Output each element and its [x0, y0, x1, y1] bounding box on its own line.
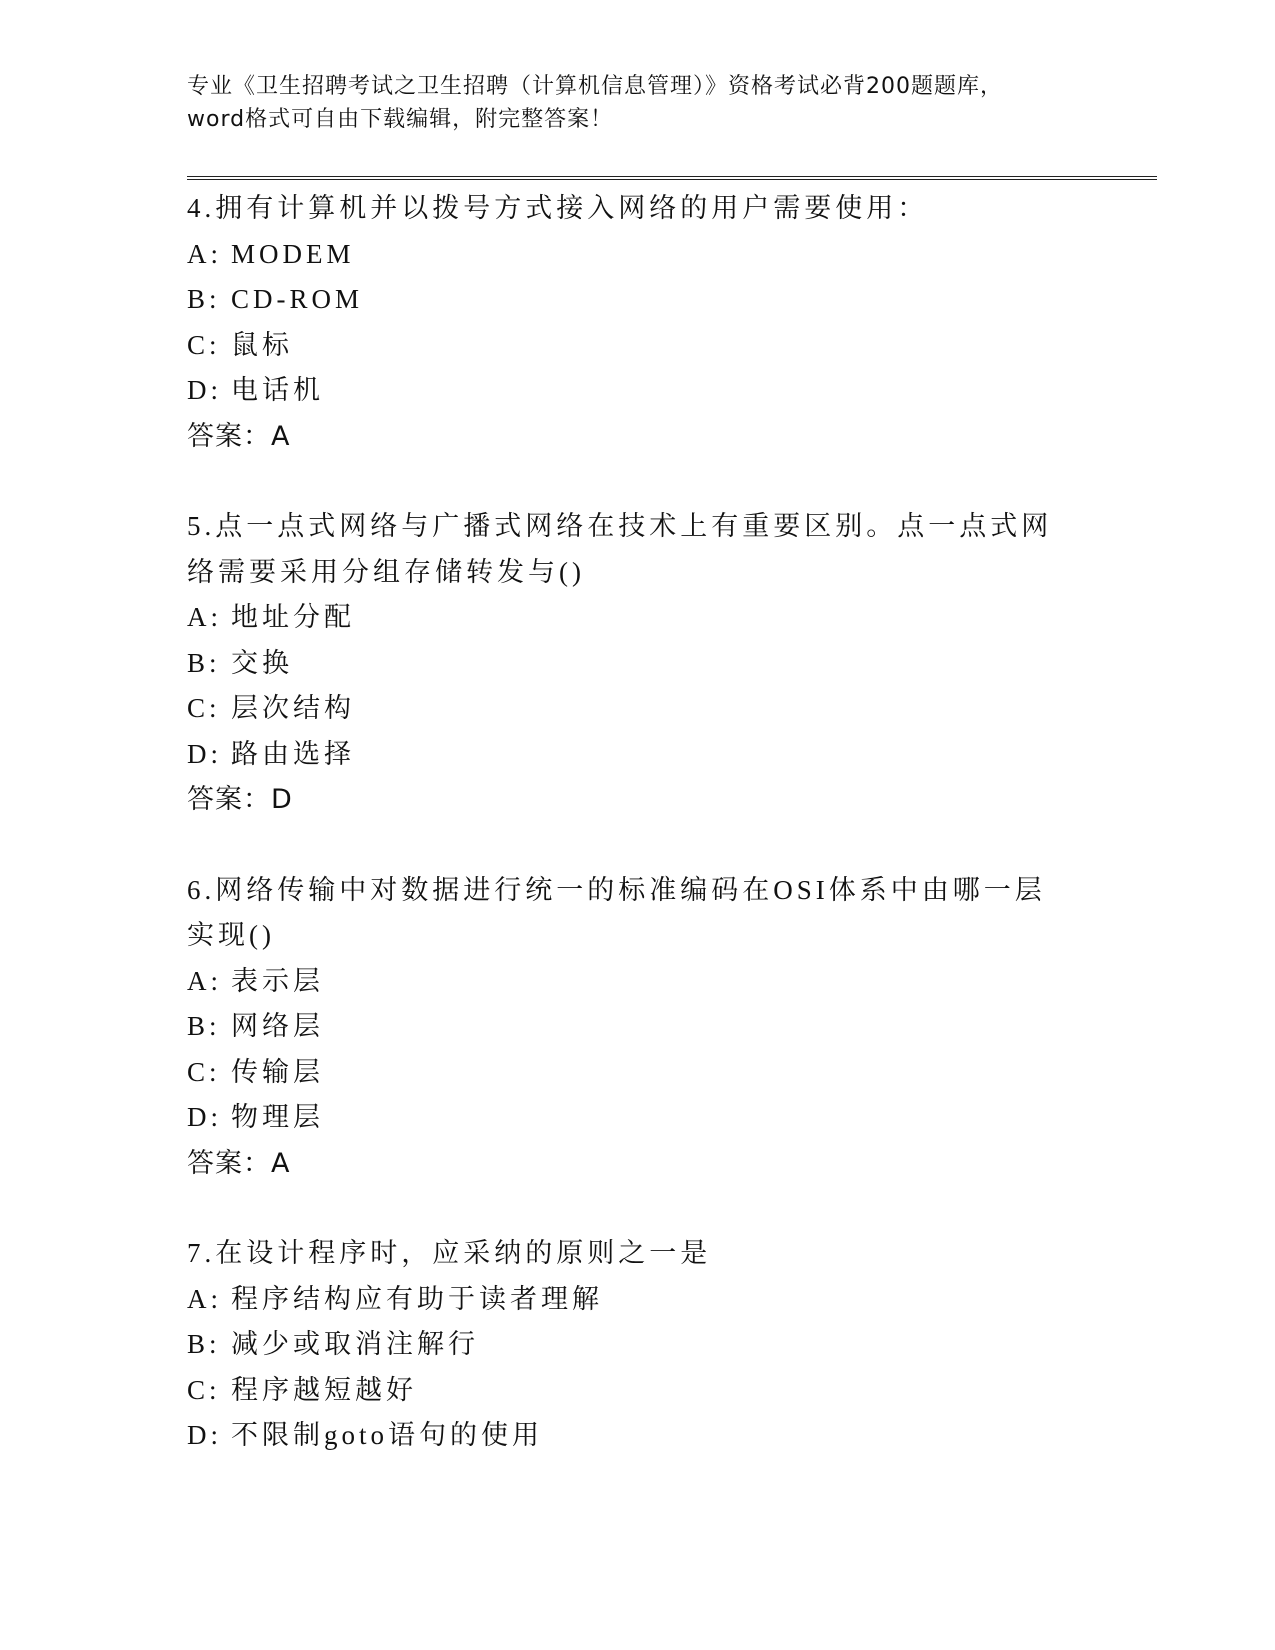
option-text: 电话机 — [231, 375, 324, 405]
option-b — [187, 1322, 1067, 1368]
question-text: 7.在设计程序时，应采纳的原则之一是 — [187, 1238, 712, 1268]
option-text: 传输层 — [231, 1056, 324, 1087]
option-text: 表示层 — [231, 965, 324, 996]
option-a — [187, 1277, 1067, 1323]
option-b — [187, 641, 1067, 687]
option-text: 交换 — [231, 647, 293, 678]
header-title-line-2: word格式可自由下载编辑，附完整答案！ — [187, 107, 614, 132]
option-d — [187, 1095, 1067, 1141]
question-text: 4.拥有计算机并以拨号方式接入网络的用户需要使用： — [187, 193, 929, 223]
question-5 — [187, 504, 1157, 823]
question-text: 6.网络传输中对数据进行统一的标准编码在OSI体系中由哪一层实现() — [187, 874, 1046, 950]
option-letter: D: — [187, 738, 222, 769]
option-b — [187, 1004, 1067, 1050]
option-letter: B: — [187, 647, 221, 678]
answer-line: 答案：D — [187, 784, 293, 815]
option-d — [187, 732, 1067, 778]
option-letter: C: — [187, 1056, 221, 1087]
option-a — [187, 595, 1067, 641]
option-letter: C: — [187, 329, 221, 360]
answer-line: 答案：A — [187, 1147, 291, 1179]
option-letter: C: — [187, 1374, 221, 1405]
option-text: 程序越短越好 — [231, 1374, 417, 1405]
option-d — [187, 1413, 1067, 1459]
option-letter: B: — [187, 284, 221, 314]
question-text: 5.点一点式网络与广播式网络在技术上有重要区别。点一点式网络需要采用分组存储转发与() — [187, 511, 1053, 587]
option-letter: B: — [187, 1011, 221, 1041]
option-text: 不限制goto语句的使用 — [231, 1420, 544, 1450]
option-text: 物理层 — [231, 1102, 324, 1132]
answer-line: 答案：A — [187, 420, 291, 452]
option-letter: A: — [187, 602, 222, 632]
option-b — [187, 277, 1067, 323]
option-letter: B: — [187, 1329, 221, 1359]
option-text: 地址分配 — [231, 602, 355, 632]
option-text: 路由选择 — [231, 738, 355, 769]
option-text: 层次结构 — [231, 693, 355, 723]
header-title-line-1: 专业《卫生招聘考试之卫生招聘（计算机信息管理）》资格考试必背200题题库， — [187, 74, 1003, 99]
option-letter: A: — [187, 1283, 222, 1314]
question-6 — [187, 868, 1157, 1187]
option-letter: D: — [187, 1420, 222, 1450]
option-text: 鼠标 — [231, 329, 293, 360]
option-letter: A: — [187, 965, 222, 996]
option-text: MODEM — [231, 238, 355, 269]
question-list — [187, 186, 1157, 1459]
option-a — [187, 959, 1067, 1005]
option-text: 减少或取消注解行 — [231, 1329, 479, 1359]
option-letter: D: — [187, 1102, 222, 1132]
option-c — [187, 323, 1067, 369]
option-c — [187, 1368, 1067, 1414]
option-c — [187, 686, 1067, 732]
option-c — [187, 1050, 1067, 1096]
question-4 — [187, 186, 1157, 459]
option-letter: D: — [187, 375, 222, 405]
option-text: 网络层 — [231, 1011, 324, 1041]
option-d — [187, 368, 1067, 414]
question-7 — [187, 1231, 1157, 1459]
option-text: CD-ROM — [231, 284, 364, 314]
document-header — [187, 70, 1157, 136]
option-letter: C: — [187, 693, 221, 723]
header-divider — [187, 176, 1157, 180]
document-page — [187, 70, 1157, 1504]
option-text: 程序结构应有助于读者理解 — [231, 1283, 603, 1314]
option-letter: A: — [187, 238, 222, 269]
option-a — [187, 232, 1067, 278]
